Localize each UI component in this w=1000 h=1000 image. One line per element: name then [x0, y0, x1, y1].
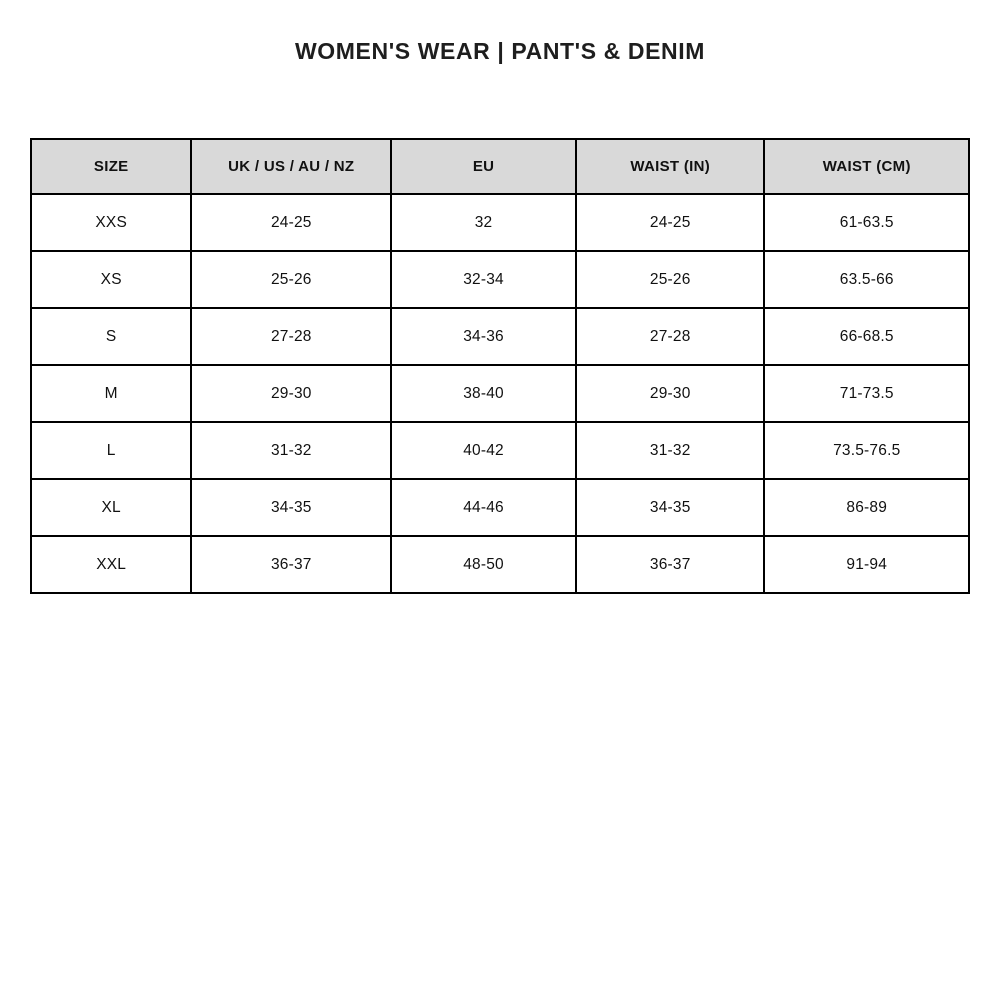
column-header: WAIST (CM): [764, 139, 969, 194]
size-cell: XS: [31, 251, 191, 308]
column-header: WAIST (IN): [576, 139, 765, 194]
value-cell: 27-28: [576, 308, 765, 365]
size-cell: S: [31, 308, 191, 365]
value-cell: 27-28: [191, 308, 391, 365]
column-header: EU: [391, 139, 576, 194]
value-cell: 31-32: [191, 422, 391, 479]
table-row: [31, 365, 969, 422]
header-row: [31, 139, 969, 194]
value-cell: 25-26: [576, 251, 765, 308]
table-row: [31, 536, 969, 593]
table-body: [31, 194, 969, 593]
value-cell: 36-37: [191, 536, 391, 593]
size-cell: L: [31, 422, 191, 479]
value-cell: 40-42: [391, 422, 576, 479]
size-chart-table-container: [30, 138, 970, 594]
value-cell: 24-25: [576, 194, 765, 251]
value-cell: 34-36: [391, 308, 576, 365]
size-cell: XL: [31, 479, 191, 536]
column-header: SIZE: [31, 139, 191, 194]
table-row: [31, 251, 969, 308]
value-cell: 71-73.5: [764, 365, 969, 422]
value-cell: 86-89: [764, 479, 969, 536]
value-cell: 29-30: [576, 365, 765, 422]
value-cell: 91-94: [764, 536, 969, 593]
size-chart-page: [0, 38, 1000, 1000]
table-row: [31, 422, 969, 479]
value-cell: 73.5-76.5: [764, 422, 969, 479]
size-cell: XXL: [31, 536, 191, 593]
page-title: WOMEN'S WEAR | PANT'S & DENIM: [294, 38, 705, 64]
value-cell: 25-26: [191, 251, 391, 308]
value-cell: 38-40: [391, 365, 576, 422]
table-row: [31, 194, 969, 251]
value-cell: 34-35: [191, 479, 391, 536]
size-cell: M: [31, 365, 191, 422]
value-cell: 63.5-66: [764, 251, 969, 308]
value-cell: 66-68.5: [764, 308, 969, 365]
value-cell: 32-34: [391, 251, 576, 308]
value-cell: 29-30: [191, 365, 391, 422]
size-cell: XXS: [31, 194, 191, 251]
table-row: [31, 308, 969, 365]
value-cell: 24-25: [191, 194, 391, 251]
value-cell: 34-35: [576, 479, 765, 536]
value-cell: 32: [391, 194, 576, 251]
value-cell: 36-37: [576, 536, 765, 593]
size-chart-table: [30, 138, 970, 594]
table-row: [31, 479, 969, 536]
value-cell: 31-32: [576, 422, 765, 479]
column-header: UK / US / AU / NZ: [191, 139, 391, 194]
value-cell: 44-46: [391, 479, 576, 536]
value-cell: 61-63.5: [764, 194, 969, 251]
value-cell: 48-50: [391, 536, 576, 593]
